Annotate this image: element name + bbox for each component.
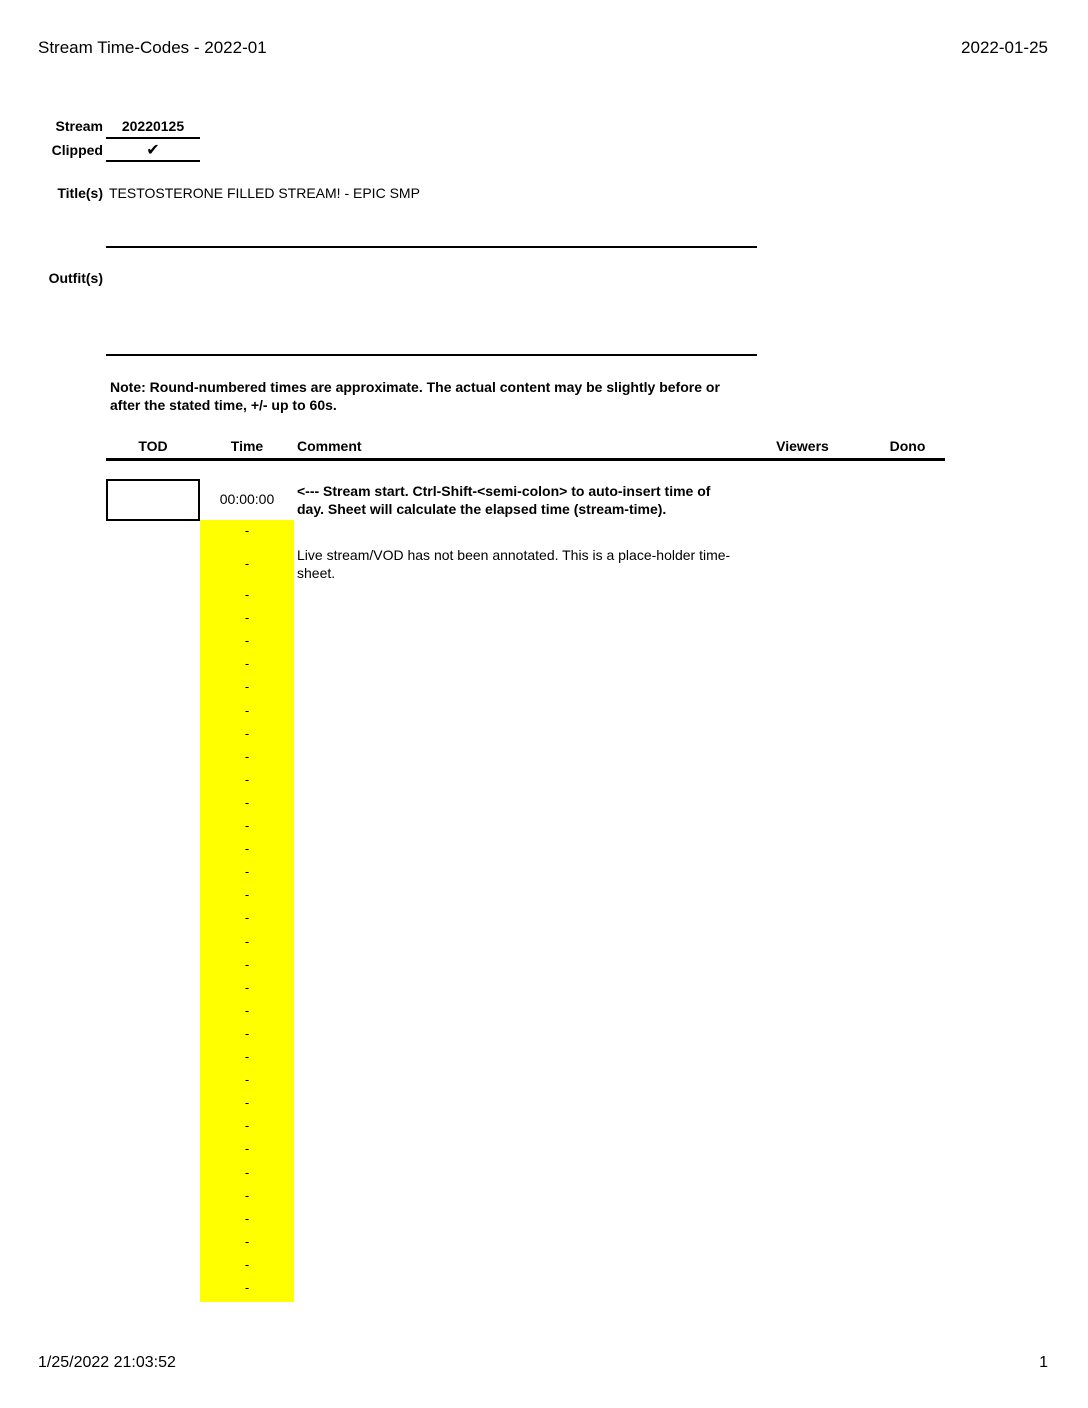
column-header-viewers: Viewers [776, 438, 829, 454]
time-cell: - [244, 864, 250, 880]
time-cell: - [244, 656, 250, 672]
time-cell: - [244, 1118, 250, 1134]
time-cell: - [244, 1233, 250, 1249]
time-cell: - [244, 725, 250, 741]
first-row-time: 00:00:00 [219, 491, 275, 507]
time-cell: - [244, 979, 250, 995]
titles-value: TESTOSTERONE FILLED STREAM! - EPIC SMP [109, 185, 420, 201]
titles-label: Title(s) [57, 185, 103, 201]
time-cell: - [244, 1256, 250, 1272]
time-cell: - [244, 1210, 250, 1226]
time-cell: - [244, 1072, 250, 1088]
page-number: 1 [1039, 1354, 1048, 1371]
time-cell: - [244, 523, 250, 538]
column-header-tod: TOD [138, 438, 168, 454]
footer-timestamp: 1/25/2022 21:03:52 [38, 1354, 176, 1371]
first-row-comment-line-1: <--- Stream start. Ctrl-Shift-<semi-colon> to auto-insert time of [297, 483, 711, 499]
tod-input-box[interactable] [106, 479, 200, 521]
time-cell: - [244, 1025, 250, 1041]
outfits-divider [106, 354, 757, 356]
time-cell: - [244, 1049, 250, 1064]
time-cell: - [244, 818, 250, 833]
outfits-label: Outfit(s) [48, 270, 103, 286]
time-cell: - [244, 702, 250, 718]
clipped-label: Clipped [51, 142, 103, 158]
time-cell: - [244, 956, 250, 972]
time-cell: - [244, 587, 250, 602]
table-header-rule [106, 458, 945, 461]
time-cell: - [244, 841, 250, 857]
second-row-comment-line-1: Live stream/VOD has not been annotated. This is a place-holder time- [297, 547, 731, 563]
time-cell: - [244, 1141, 250, 1157]
second-row-time: - [244, 556, 250, 571]
first-row-comment-line-2: day. Sheet will calculate the elapsed time (stream-time). [297, 501, 667, 517]
time-cell: - [244, 748, 250, 764]
time-cell: - [244, 933, 250, 949]
first-row-comment [297, 482, 710, 518]
note-line-2: after the stated time, +/- up to 60s. [110, 397, 337, 413]
stream-value: 20220125 [121, 118, 185, 134]
column-header-time: Time [230, 438, 264, 454]
stream-label: Stream [55, 118, 103, 134]
time-cell: - [244, 610, 250, 626]
note-line-1: Note: Round-numbered times are approximate. The actual content may be slightly before or [110, 379, 720, 395]
note-text [110, 378, 720, 414]
clipped-checkmark: ✔ [146, 142, 160, 159]
time-cell: - [244, 910, 250, 926]
time-cell: - [244, 794, 250, 810]
time-cell: - [244, 1164, 250, 1180]
second-row-comment-line-2: sheet. [297, 565, 336, 581]
time-cell: - [244, 771, 250, 787]
header-date: 2022-01-25 [961, 38, 1048, 57]
column-header-dono: Dono [889, 438, 926, 454]
stream-underline [106, 137, 200, 139]
time-cell: - [244, 1187, 250, 1203]
document-title: Stream Time-Codes - 2022-01 [38, 38, 267, 57]
second-row-comment [297, 546, 730, 582]
time-cell: - [244, 1002, 250, 1018]
clipped-underline [106, 160, 200, 162]
time-cell: - [244, 679, 250, 695]
column-header-comment: Comment [297, 438, 362, 454]
time-cell: - [244, 887, 250, 903]
time-cell: - [244, 1095, 250, 1111]
time-cell: - [244, 1280, 250, 1295]
titles-divider [106, 246, 757, 248]
time-cell: - [244, 633, 250, 649]
